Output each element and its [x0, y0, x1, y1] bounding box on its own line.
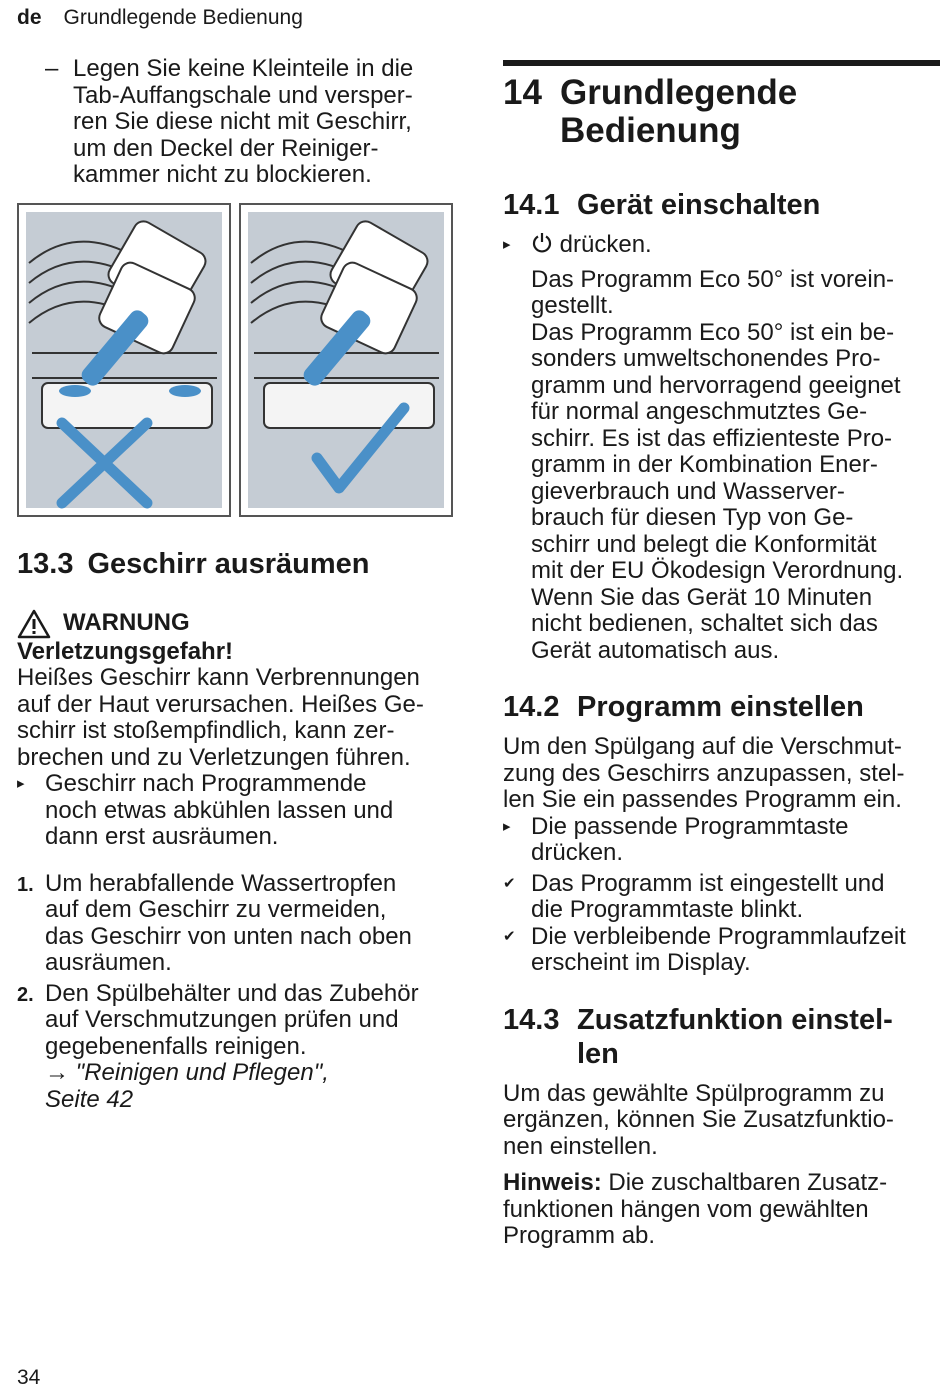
step-line: gegebenenfalls reinigen. — [45, 1032, 307, 1060]
warning-action-step — [17, 771, 457, 851]
warning-line: auf der Haut verursachen. Heißes Ge- — [17, 690, 424, 718]
body-line: gramm und hervorragend geeignet — [531, 371, 901, 399]
step-line: ausräumen. — [45, 949, 172, 976]
section-14-2-intro — [503, 734, 940, 814]
language-code: de — [17, 6, 42, 29]
check-icon: ✔ — [503, 874, 516, 892]
left-column — [17, 56, 457, 1113]
body-line: gramm in der Kombination Ener- — [531, 451, 878, 478]
section-title: Geschirr ausräumen — [87, 547, 370, 580]
power-on-step — [503, 232, 940, 259]
warning-line: Heißes Geschirr kann Verbrennungen — [17, 664, 420, 691]
step-text: drücken. — [559, 231, 652, 258]
body-line: nicht bedienen, schaltet sich das — [531, 610, 878, 637]
result-line: erscheint im Display. — [531, 949, 751, 976]
step-number: 2. — [17, 983, 34, 1006]
body-line: schirr und belegt die Konformität — [531, 530, 877, 558]
section-title: Programm einstellen — [577, 691, 864, 723]
section-title: Gerät einschalten — [577, 189, 821, 221]
result-line: die Programmtaste blinkt. — [531, 896, 804, 923]
section-heading-14-2 — [503, 690, 940, 724]
result-line: Die verbleibende Programmlaufzeit — [531, 922, 906, 950]
body-line: Wenn Sie das Gerät 10 Minuten — [531, 583, 873, 611]
cross-reference-page[interactable]: Seite 42 — [45, 1085, 134, 1113]
numbered-step-2 — [17, 981, 457, 1114]
warning-block — [17, 609, 457, 851]
note-label: Hinweis: — [503, 1169, 602, 1196]
body-line: Gerät automatisch aus. — [531, 636, 780, 664]
header-title: Grundlegende Bedienung — [63, 6, 303, 29]
warning-line: brechen und zu Verletzungen führen. — [17, 743, 411, 771]
warning-header — [17, 609, 457, 639]
result-item — [503, 924, 940, 977]
section-number: 14.2 — [503, 691, 560, 723]
step-line: das Geschirr von unten nach oben — [45, 922, 412, 950]
section-heading-14-3 — [503, 1003, 940, 1071]
body-line: len Sie ein passendes Programm ein. — [503, 786, 902, 813]
right-column — [503, 60, 940, 1250]
warning-subtitle: Verletzungsgefahr! — [17, 637, 234, 665]
section-number: 13.3 — [17, 547, 74, 580]
warning-triangle-icon — [17, 609, 51, 639]
step-marker: ▸ — [503, 236, 511, 253]
chapter-heading — [503, 74, 940, 150]
body-line: zung des Geschirrs anzupassen, stel- — [503, 759, 905, 787]
body-line: schirr. Es ist das effizienteste Pro- — [531, 424, 893, 452]
note-line: Programm ab. — [503, 1222, 656, 1249]
chapter-title-line: Grundlegende — [560, 73, 798, 112]
body-line: gieverbrauch und Wasserver- — [531, 477, 845, 505]
chapter-rule — [503, 60, 940, 66]
dash-line: kammer nicht zu blockieren. — [73, 161, 372, 188]
body-line: mit der EU Ökodesign Verordnung. — [531, 557, 904, 584]
check-icon: ✔ — [503, 927, 516, 945]
numbered-step-1 — [17, 871, 457, 977]
cross-reference-link[interactable]: → "Reinigen und Pflegen", — [45, 1059, 329, 1086]
body-line: Das Programm Eco 50° ist ein be- — [531, 318, 895, 346]
warning-label: WARNUNG — [63, 609, 190, 637]
page-header — [17, 6, 303, 30]
result-line: Das Programm ist eingestellt und — [531, 869, 885, 897]
section-heading-13-3 — [17, 547, 457, 581]
section-14-1-body — [503, 267, 940, 665]
result-item — [503, 871, 940, 924]
step-line: noch etwas abkühlen lassen und — [45, 796, 394, 824]
step-line: Die passende Programmtaste — [531, 812, 849, 840]
step-number: 1. — [17, 873, 34, 896]
step-marker: ▸ — [503, 817, 511, 835]
program-select-step — [503, 814, 940, 867]
body-line: brauch für diesen Typ von Ge- — [531, 504, 854, 531]
step-line: Den Spülbehälter und das Zubehör — [45, 979, 419, 1007]
step-line: auf dem Geschirr zu vermeiden, — [45, 896, 387, 923]
section-number: 14.1 — [503, 189, 560, 221]
body-line: ergänzen, können Sie Zusatzfunktio- — [503, 1106, 894, 1133]
body-line: Das Programm Eco 50° ist vorein- — [531, 265, 895, 293]
chapter-title-line: Bedienung — [560, 111, 741, 150]
body-line: für normal angeschmutztes Ge- — [531, 398, 868, 425]
power-button-icon — [531, 232, 553, 254]
section-title-line: Zusatzfunktion einstel- — [577, 1003, 893, 1036]
note-block — [503, 1170, 940, 1250]
step-marker: ▸ — [17, 775, 25, 792]
body-line: nen einstellen. — [503, 1132, 658, 1160]
body-line: Um das gewählte Spülprogramm zu — [503, 1079, 885, 1107]
wrong-loading-illustration — [17, 203, 231, 517]
body-line: gestellt. — [531, 292, 614, 319]
section-title-line: len — [577, 1037, 619, 1070]
dash-line: Tab-Auffangschale und versper- — [73, 81, 413, 109]
section-heading-14-1 — [503, 188, 940, 222]
body-line: Um den Spülgang auf die Verschmut- — [503, 733, 902, 760]
step-line: dann erst ausräumen. — [45, 823, 279, 850]
warning-line: schirr ist stoßempfindlich, kann zer- — [17, 717, 395, 744]
dash-line: Legen Sie keine Kleinteile in die — [73, 55, 414, 82]
correct-loading-illustration — [239, 203, 453, 517]
dash-list-item — [17, 56, 457, 189]
chapter-number: 14 — [503, 73, 542, 112]
page-number: 34 — [17, 1366, 41, 1389]
note-first-line — [503, 1170, 940, 1197]
section-14-3-intro — [503, 1081, 940, 1161]
body-line: sonders umweltschonendes Pro- — [531, 345, 881, 372]
dash-line: ren Sie diese nicht mit Geschirr, — [73, 108, 412, 135]
step-line: drücken. — [531, 839, 624, 866]
section-number: 14.3 — [503, 1003, 560, 1036]
illustration-pair — [17, 203, 457, 517]
note-line: funktionen hängen vom gewählten — [503, 1195, 869, 1223]
step-line: auf Verschmutzungen prüfen und — [45, 1006, 399, 1033]
dash-marker: – — [45, 55, 59, 82]
step-line: Um herabfallende Wassertropfen — [45, 869, 397, 897]
dash-line: um den Deckel der Reiniger- — [73, 134, 379, 162]
step-line: Geschirr nach Programmende — [45, 770, 367, 797]
note-line: Die zuschaltbaren Zusatz- — [601, 1169, 888, 1196]
